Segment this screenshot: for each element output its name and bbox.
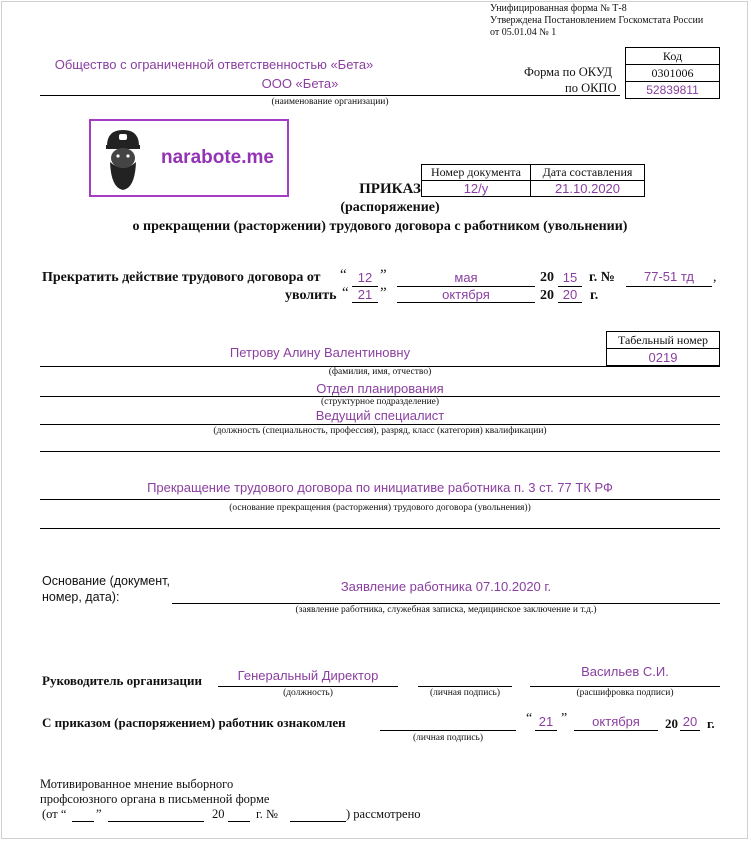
doc-number: 12/у: [422, 181, 531, 197]
acq-quote-open: “: [526, 711, 533, 726]
employee-name: Петрову Алину Валентиновну: [229, 345, 411, 360]
fire-label: уволить: [285, 288, 337, 303]
acq-quote-close: ”: [561, 711, 568, 726]
contract-year-prefix: 20: [540, 270, 554, 285]
acquainted-year-suffix: г.: [707, 716, 715, 731]
union-from: (от “: [42, 807, 67, 821]
acquainted-day: 21: [538, 714, 554, 729]
head-label: Руководитель организации: [42, 673, 202, 688]
fire-year-prefix: 20: [540, 288, 554, 303]
position-extra-line: [40, 451, 720, 452]
quote-open-1: “: [340, 267, 347, 283]
quote-close-2: ”: [380, 285, 387, 301]
tab-number-table: [606, 331, 720, 366]
reason-caption: (основание прекращения (расторжения) трудового договора (увольнения)): [229, 503, 531, 513]
position-line: [40, 424, 720, 425]
acquainted-month-line: [574, 730, 658, 731]
fire-year: 20: [562, 287, 578, 302]
contract-month: мая: [454, 270, 478, 285]
union-number-label: г. №: [256, 807, 278, 821]
head-position-line: [218, 686, 398, 687]
doc-date-label: Дата составления: [531, 165, 645, 181]
head-name-line: [530, 686, 720, 687]
contract-stop-label: Прекратить действие трудового договора от: [42, 270, 321, 285]
okpo-value: 52839811: [626, 82, 720, 99]
contract-comma: ,: [713, 270, 717, 285]
acquainted-day-line: [535, 730, 557, 731]
fire-day: 21: [357, 287, 373, 302]
union-quote-close: ”: [96, 807, 102, 821]
contract-number-line: [626, 286, 712, 287]
position-caption: (должность (специальность, профессия), разряд, класс (категория) квалификации): [213, 426, 547, 436]
termination-reason: Прекращение трудового договора по инициативе работника п. 3 ст. 77 ТК РФ: [147, 480, 613, 495]
union-number-line: [290, 821, 346, 822]
union-month-line: [108, 821, 204, 822]
department-caption: (структурное подразделение): [320, 397, 440, 407]
head-name-caption: (расшифровка подписи): [576, 688, 674, 698]
union-end: ) рассмотрено: [346, 807, 421, 821]
fire-year-suffix: г.: [590, 288, 599, 303]
doc-number-label: Номер документа: [422, 165, 531, 181]
head-signature-line: [418, 686, 512, 687]
acquainted-month: октября: [592, 714, 640, 729]
acquainted-year: 20: [682, 714, 698, 729]
org-full-name: Общество с ограниченной ответственностью «Бета»: [54, 57, 374, 72]
head-position-caption: (должность): [283, 688, 333, 698]
contract-number: 77-51 тд: [644, 269, 694, 284]
union-day-line: [72, 821, 94, 822]
doc-date: 21.10.2020: [531, 181, 645, 197]
acquainted-year-line: [680, 730, 700, 731]
okud-label: Форма по ОКУД: [524, 65, 612, 79]
head-position: Генеральный Директор: [237, 668, 379, 683]
basis-caption: (заявление работника, служебная записка, медицинское заключение и т.д.): [295, 605, 597, 615]
reason-line: [40, 499, 720, 500]
okpo-label: по ОКПО: [565, 81, 617, 95]
employee-department: Отдел планирования: [316, 381, 444, 396]
fire-day-line: [352, 302, 378, 303]
union-line-1: Мотивированное мнение выборного: [40, 777, 234, 791]
tab-number: 0219: [607, 349, 720, 366]
form-title: Унифицированная форма № Т-8: [490, 3, 627, 14]
logo-text: narabote.me: [161, 147, 274, 168]
doc-title-desc: о прекращении (расторжении) трудового договора с работником (увольнении): [132, 219, 628, 234]
contract-day: 12: [357, 270, 373, 285]
head-name: Васильев С.И.: [581, 664, 669, 679]
doc-subtitle: (распоряжение): [340, 200, 440, 215]
fire-month: октября: [442, 287, 490, 302]
quote-open-2: “: [342, 285, 349, 301]
union-year-prefix: 20: [212, 807, 225, 821]
contract-year: 15: [562, 270, 578, 285]
acquainted-label: С приказом (распоряжением) работник ознакомлен: [42, 715, 346, 730]
doc-title: ПРИКАЗ: [359, 181, 421, 197]
basis-line: [172, 603, 720, 604]
basis-label-2: номер, дата):: [42, 590, 120, 604]
acquainted-signature-line: [380, 730, 516, 731]
org-underline: [40, 95, 620, 96]
codes-table: [625, 47, 720, 99]
employee-name-caption: (фамилия, имя, отчество): [328, 367, 432, 377]
tab-number-label: Табельный номер: [607, 332, 720, 349]
org-caption: (наименование организации): [271, 97, 389, 107]
form-header: [490, 3, 703, 39]
contract-year-suffix: г. №: [589, 270, 615, 285]
basis-text: Заявление работника 07.10.2020 г.: [340, 579, 552, 594]
quote-close-1: ”: [380, 267, 387, 283]
basis-label-1: Основание (документ,: [42, 574, 170, 588]
fire-year-line: [558, 302, 582, 303]
approved-date: от 05.01.04 № 1: [490, 27, 557, 38]
acquainted-signature-caption: (личная подпись): [412, 733, 484, 743]
miner-beard-icon: [101, 126, 145, 192]
codes-header: Код: [626, 48, 720, 65]
union-year-line: [228, 821, 250, 822]
fire-month-line: [397, 302, 535, 303]
logo-box: [89, 119, 289, 197]
okud-value: 0301006: [626, 65, 720, 82]
union-line-2: профсоюзного органа в письменной форме: [40, 792, 270, 806]
org-short-name: ООО «Бета»: [261, 76, 339, 91]
employee-position: Ведущий специалист: [315, 408, 445, 423]
approved-by: Утверждена Постановлением Госкомстата России: [490, 15, 704, 26]
reason-extra-line: [40, 528, 720, 529]
doc-number-table: [421, 164, 645, 197]
acquainted-year-prefix: 20: [665, 716, 678, 731]
head-signature-caption: (личная подпись): [429, 688, 501, 698]
